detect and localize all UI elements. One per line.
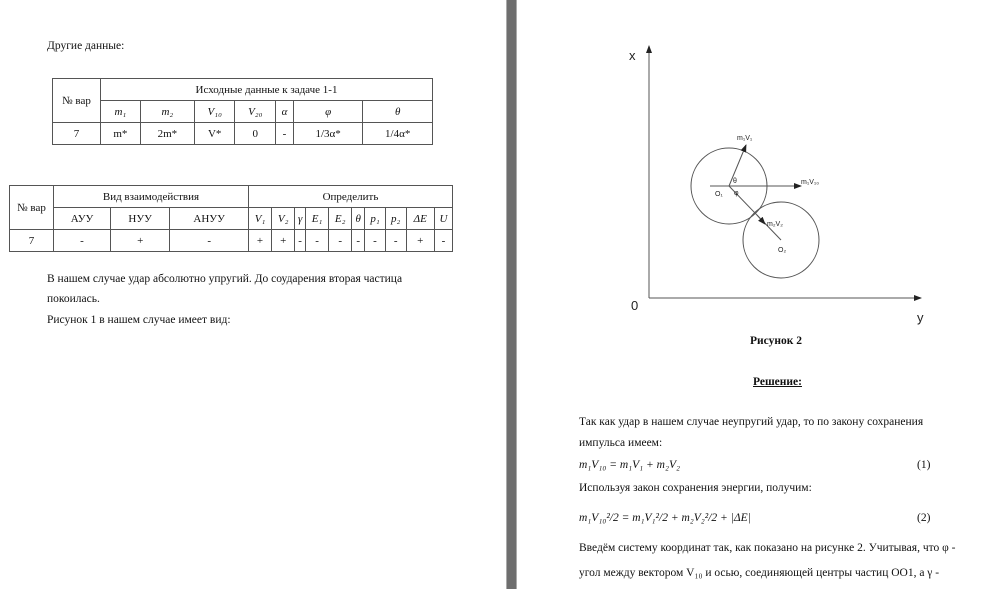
col-header: V₁₀	[207, 105, 222, 118]
cell: -	[170, 230, 249, 252]
cell: 7	[10, 230, 54, 252]
paragraph: Рисунок 1 в нашем случае имеет вид:	[47, 314, 231, 326]
col-header: АУУ	[54, 208, 111, 230]
cell: V*	[194, 123, 235, 145]
label-o1: O₁	[715, 191, 723, 198]
figure-caption: Рисунок 2	[750, 335, 802, 347]
cell: 2m*	[140, 123, 194, 145]
paragraph: импульса имеем:	[579, 437, 663, 449]
label-o2: O₂	[778, 247, 787, 254]
col-header: γ	[295, 208, 306, 230]
cell: 1/3α*	[293, 123, 362, 145]
cell: m*	[101, 123, 141, 145]
col-header: φ	[325, 105, 332, 118]
cell: +	[248, 230, 271, 252]
cell: -	[276, 123, 294, 145]
right-page	[517, 0, 1000, 589]
label-m2v2: m₂V₂	[767, 221, 783, 228]
col-header: V₁	[248, 208, 271, 230]
var-header: № вар	[10, 186, 54, 230]
paragraph: Так как удар в нашем случае неупругий удар, то по закону сохранения	[579, 416, 924, 428]
paragraph: Используя закон сохранения энергии, получим:	[579, 482, 812, 494]
determine-table	[9, 185, 453, 252]
page-separator	[506, 0, 517, 589]
vector-m2v2	[757, 215, 765, 224]
label-phi: φ	[734, 190, 739, 197]
paragraph: угол между вектором V₁₀ и осью, соединяющей центры частиц OO1, а γ -	[579, 567, 940, 579]
cell: -	[295, 230, 306, 252]
table-row	[10, 230, 453, 252]
col-header: АНУУ	[170, 208, 249, 230]
cell: -	[385, 230, 406, 252]
cell: -	[352, 230, 365, 252]
equation-2-number: (2)	[917, 512, 931, 524]
cell: 1/4α*	[363, 123, 433, 145]
col-header: ΔE	[406, 208, 434, 230]
paragraph: Введём систему координат так, как показано на рисунке 2. Учитывая, что φ -	[579, 542, 956, 554]
label-m1v1: m₁V₁	[737, 135, 753, 142]
col-header: p₂	[385, 208, 406, 230]
axis-x-label: x	[629, 48, 636, 63]
paragraph: покоилась.	[47, 293, 100, 305]
col-header: E₂	[329, 208, 352, 230]
group-header: Исходные данные к задаче 1-1	[101, 79, 433, 101]
group-header: Определить	[248, 186, 452, 208]
col-header: НУУ	[111, 208, 170, 230]
paragraph: В нашем случае удар абсолютно упругий. До соударения вторая частица	[47, 273, 403, 285]
col-header: θ	[394, 105, 401, 118]
col-header: p₁	[365, 208, 386, 230]
col-header: θ	[352, 208, 365, 230]
col-header: E₁	[305, 208, 328, 230]
vector-m1v1	[729, 145, 746, 186]
col-header: U	[434, 208, 452, 230]
cell: -	[434, 230, 452, 252]
equation-1-number: (1)	[917, 459, 931, 471]
axis-y-label: y	[917, 310, 924, 325]
cell: 7	[53, 123, 101, 145]
table-row	[53, 123, 433, 145]
cell: -	[305, 230, 328, 252]
cell: 0	[235, 123, 276, 145]
equation-1: m₁V₁₀ = m₁V₁ + m₂V₂	[579, 459, 680, 471]
col-header: V₂	[272, 208, 295, 230]
equation-2: m₁V₁₀²/2 = m₁V₁²/2 + m₂V₂²/2 + |ΔE|	[579, 512, 751, 524]
label-m1v10: m₁V₁₀	[801, 179, 820, 186]
cell: +	[111, 230, 170, 252]
cell: -	[329, 230, 352, 252]
input-data-table	[52, 78, 433, 145]
origin-label: 0	[631, 298, 639, 313]
col-header: m₁	[114, 105, 127, 118]
col-header: m₂	[161, 105, 174, 118]
label-theta: θ	[733, 178, 737, 185]
solution-title: Решение:	[753, 376, 802, 388]
cell: -	[365, 230, 386, 252]
group-header: Вид взаимодействия	[54, 186, 249, 208]
var-header: № вар	[53, 79, 101, 123]
cell: +	[272, 230, 295, 252]
heading: Другие данные:	[47, 40, 125, 52]
col-header: V₂₀	[248, 105, 263, 118]
col-header: α	[281, 105, 288, 118]
cell: +	[406, 230, 434, 252]
cell: -	[54, 230, 111, 252]
figure-2	[517, 0, 1000, 340]
